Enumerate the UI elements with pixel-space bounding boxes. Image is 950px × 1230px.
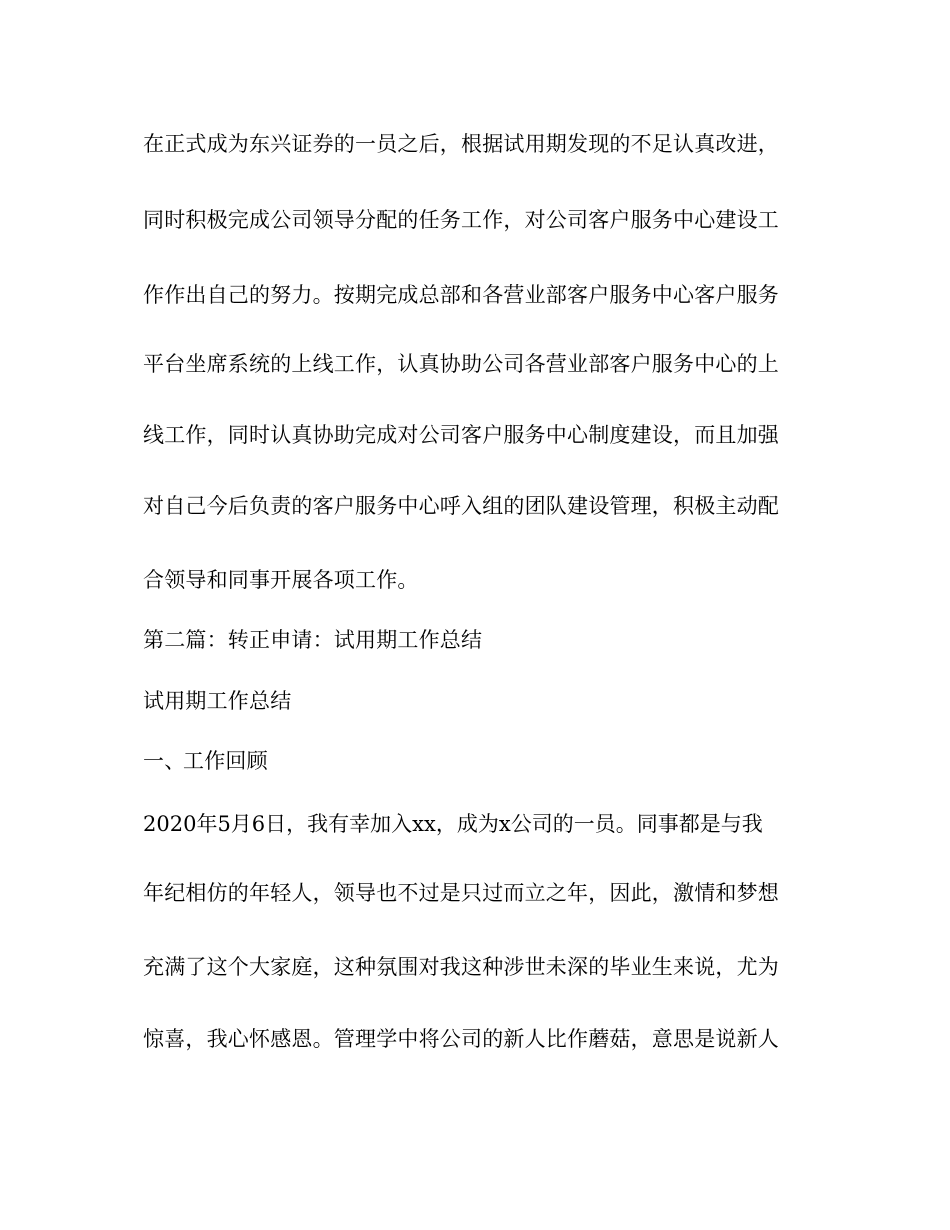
chapter-title: 第二篇：转正申请：试用期工作总结 [143, 628, 483, 652]
body-text-line: 平台坐席系统的上线工作，认真协助公司各营业部客户服务中心的上 [143, 352, 779, 376]
body-text-line: 年纪相仿的年轻人，领导也不过是只过而立之年，因此，激情和梦想 [143, 881, 779, 905]
body-text-line: 对自己今后负责的客户服务中心呼入组的团队建设管理，积极主动配 [143, 494, 779, 518]
section-heading [143, 747, 808, 775]
body-text-line: 合领导和同事开展各项工作。 [143, 568, 419, 592]
body-text-line: 充满了这个大家庭，这种氛围对我这种涉世未深的毕业生来说，尤为 [143, 955, 779, 979]
body-text-line: 作作出自己的努力。按期完成总部和各营业部客户服务中心客户服务 [143, 283, 779, 307]
body-text-line: 在正式成为东兴证券的一员之后，根据试用期发现的不足认真改进， [143, 132, 779, 156]
section-number: 一、 [143, 749, 186, 773]
section-heading-text: 工作回顾 [183, 749, 268, 773]
body-text-line: 惊喜，我心怀感恩。管理学中将公司的新人比作蘑菇，意思是说新人 [143, 1027, 779, 1051]
body-text-line: 同时积极完成公司领导分配的任务工作，对公司客户服务中心建设工 [143, 208, 779, 232]
summary-title: 试用期工作总结 [143, 689, 292, 713]
body-text-line: 2020年5月6日，我有幸加入xx，成为x公司的一员。同事都是与我 [143, 812, 763, 836]
body-text-line: 线工作，同时认真协助完成对公司客户服务中心制度建设，而且加强 [143, 423, 779, 447]
